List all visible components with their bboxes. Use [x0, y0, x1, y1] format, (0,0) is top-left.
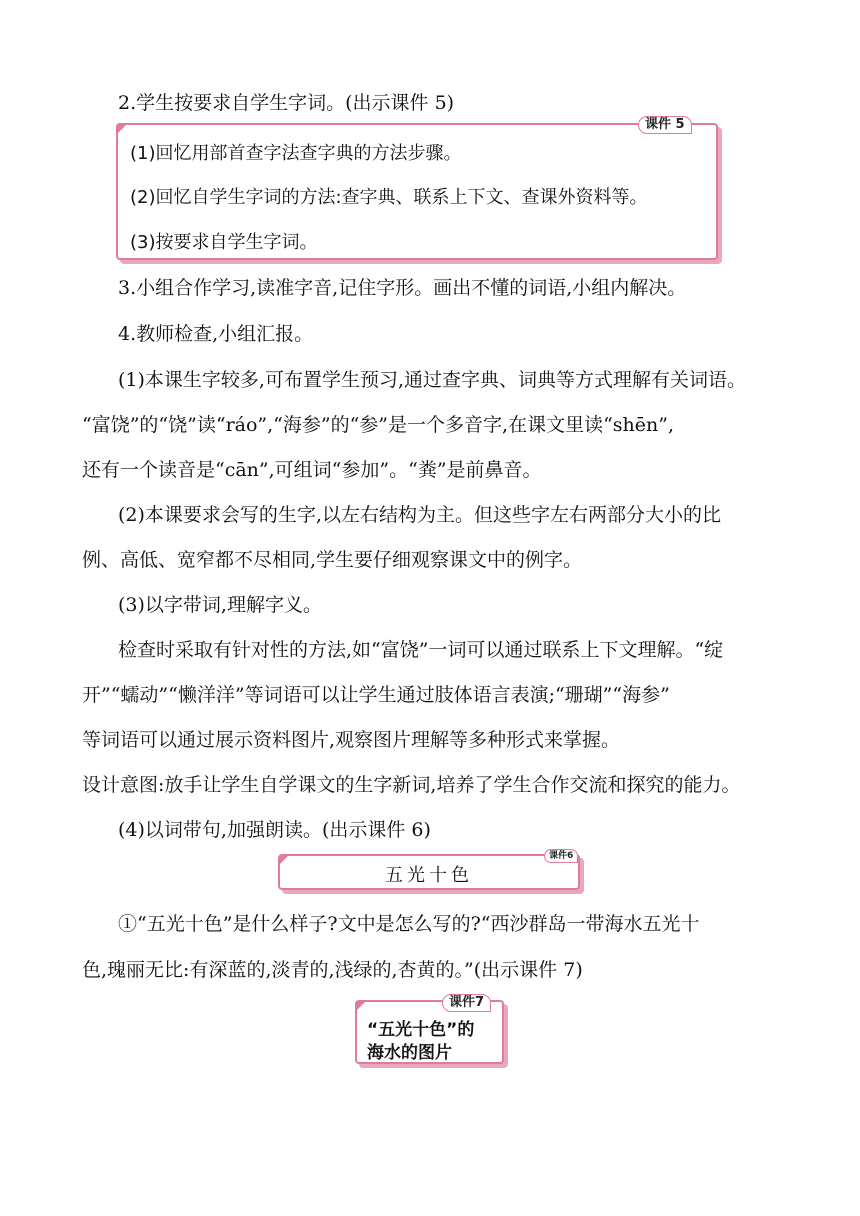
courseware-6-tag: 课件6 [544, 849, 578, 863]
paragraph-line: 检查时采取有针对性的方法,如“富饶”一词可以通过联系上下文理解。“绽 [118, 639, 724, 661]
courseware-6-box [278, 854, 580, 890]
corner-mark [357, 1002, 365, 1010]
paragraph-line: 3.小组合作学习,读准字音,记住字形。画出不懂的词语,小组内解决。 [118, 277, 687, 299]
courseware-6-text: 五光十色 [385, 865, 473, 886]
paragraph-line: 例、高低、宽窄都不尽相同,学生要仔细观察课文中的例字。 [82, 549, 583, 571]
paragraph-line: 4.教师检查,小组汇报。 [118, 323, 314, 345]
courseware-7-tag: 课件7 [442, 994, 491, 1012]
paragraph-line: (3)以字带词,理解字义。 [118, 594, 322, 616]
paragraph-line: 2.学生按要求自学生字词。(出示课件 5) [118, 92, 455, 114]
corner-mark [118, 125, 126, 133]
paragraph-line: 等词语可以通过展示资料图片,观察图片理解等多种形式来掌握。 [82, 729, 621, 751]
paragraph-line: (2)本课要求会写的生字,以左右结构为主。但这些字左右两部分大小的比 [118, 504, 721, 526]
courseware-5-box [116, 123, 718, 260]
courseware-7-line: 海水的图片 [367, 1043, 452, 1063]
courseware-5-item: (1)回忆用部首查字法查字典的方法步骤。 [130, 143, 462, 164]
courseware-5-item: (2)回忆自学生字词的方法:查字典、联系上下文、查课外资料等。 [130, 187, 648, 208]
paragraph-line: 色,瑰丽无比:有深蓝的,淡青的,浅绿的,杏黄的。”(出示课件 7) [82, 959, 583, 981]
paragraph-line: (1)本课生字较多,可布置学生预习,通过查字典、词典等方式理解有关词语。 [118, 369, 746, 391]
paragraph-line: (4)以词带句,加强朗读。(出示课件 6) [118, 819, 431, 841]
paragraph-line: ①“五光十色”是什么样子?文中是怎么写的?“西沙群岛一带海水五光十 [118, 913, 700, 935]
courseware-5-tag: 课件 5 [638, 116, 692, 134]
design-intent-line: 设计意图:放手让学生自学课文的生字新词,培养了学生合作交流和探究的能力。 [82, 774, 741, 796]
paragraph-line: 开”“蠕动”“懒洋洋”等词语可以让学生通过肢体语言表演;“珊瑚”“海参” [82, 684, 670, 706]
courseware-7-line: “五光十色”的 [367, 1020, 475, 1040]
courseware-5-item: (3)按要求自学生字词。 [130, 232, 318, 253]
paragraph-line: “富饶”的“饶”读“ráo”,“海参”的“参”是一个多音字,在课文里读“shēn”, [82, 414, 674, 436]
paragraph-line: 还有一个读音是“cān”,可组词“参加”。“粪”是前鼻音。 [82, 459, 542, 481]
